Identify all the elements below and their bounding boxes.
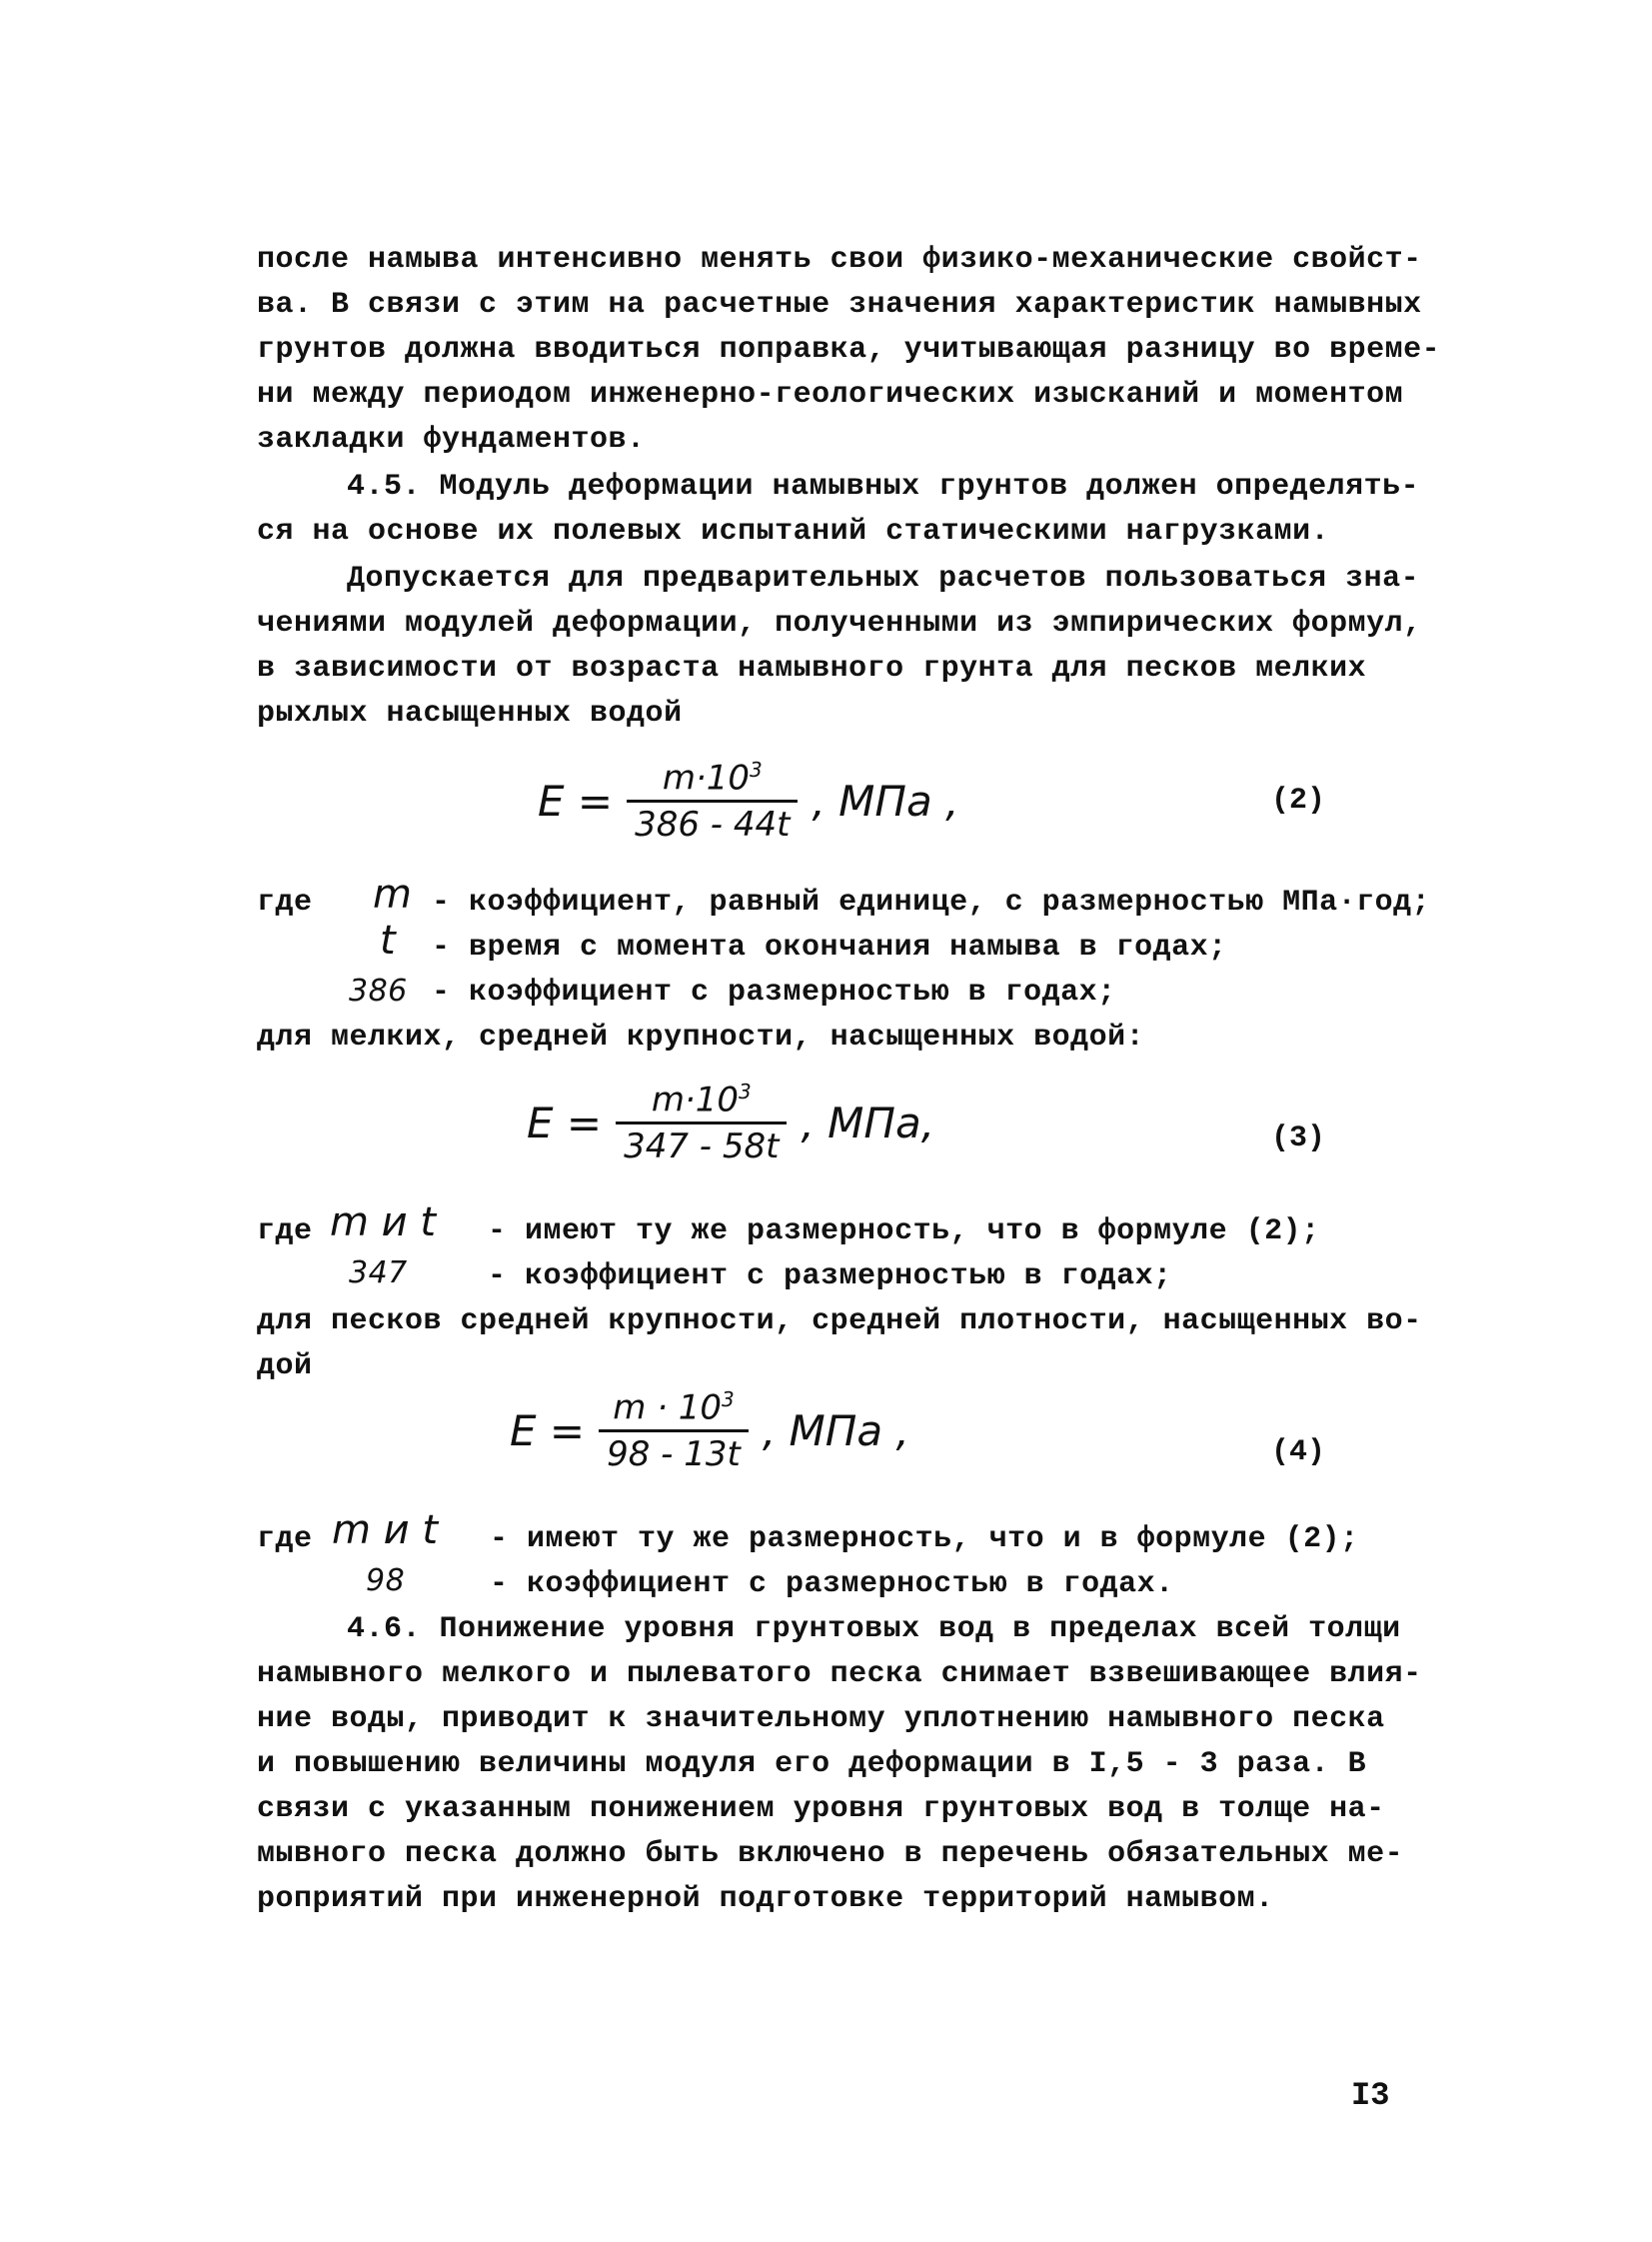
fraction bbox=[599, 1387, 749, 1474]
formula-lhs: E = bbox=[538, 777, 614, 827]
text-line: и повышению величины модуля его деформации в I,5 - 3 раза. В bbox=[257, 1747, 1367, 1781]
text-line: рыхлых насыщенных водой bbox=[257, 697, 683, 731]
text-line: Допускается для предварительных расчетов пользоваться зна- bbox=[347, 562, 1420, 596]
coefficient-number: 98 bbox=[366, 1563, 406, 1598]
text-line: связи с указанным понижением уровня грунтовых вод в толще на- bbox=[257, 1792, 1385, 1826]
text-line: - коэффициент с размерностью в годах. bbox=[490, 1567, 1174, 1601]
formula-3 bbox=[527, 1080, 934, 1166]
formula-4 bbox=[510, 1387, 909, 1474]
page-number: I3 bbox=[1351, 2077, 1390, 2114]
equation-number: (3) bbox=[1271, 1121, 1326, 1155]
where-label: где bbox=[257, 886, 313, 920]
section-4-6-heading: 4.6. Понижение уровня грунтовых вод в пределах всей толщи bbox=[347, 1612, 1401, 1646]
denominator: 98 - 13t bbox=[599, 1429, 749, 1474]
text-line: чениями модулей деформации, полученными из эмпирических формул, bbox=[257, 607, 1422, 641]
text-line: ва. В связи с этим на расчетные значения характеристик намывных bbox=[257, 288, 1422, 322]
section-4-5-heading: 4.5. Модуль деформации намывных грунтов должен определять- bbox=[347, 470, 1420, 504]
numerator: $m \cdot 10^3$ bbox=[613, 1387, 735, 1428]
numerator: $m\cdot 10^3$ bbox=[662, 758, 763, 799]
text-line: ся на основе их полевых испытаний статическими нагрузками. bbox=[257, 515, 1330, 549]
text-line: грунтов должна вводиться поправка, учитывающая разницу во време- bbox=[257, 333, 1441, 367]
coefficient-number: 386 bbox=[349, 974, 408, 1009]
symbol-t: t bbox=[380, 918, 396, 964]
text-line: - коэффициент, равный единице, с размерностью МПа·год; bbox=[432, 886, 1431, 920]
text-line: - имеют ту же размерность, что в формуле (2); bbox=[488, 1214, 1320, 1248]
text-line: роприятий при инженерной подготовке территорий намывом. bbox=[257, 1882, 1274, 1916]
text-line: ние воды, приводит к значительному уплотнению намывного песка bbox=[257, 1702, 1385, 1736]
text-line: - время с момента окончания намыва в годах; bbox=[432, 931, 1227, 965]
formula-lhs: E = bbox=[527, 1099, 603, 1148]
text-line: - имеют ту же размерность, что и в формуле (2); bbox=[490, 1522, 1359, 1556]
where-label: где bbox=[257, 1522, 313, 1556]
text-line: дой bbox=[257, 1349, 313, 1383]
text-line: для песков средней крупности, средней плотности, насыщенных во- bbox=[257, 1304, 1422, 1338]
text-line: для мелких, средней крупности, насыщенных водой: bbox=[257, 1021, 1145, 1055]
formula-2 bbox=[538, 758, 958, 845]
text-line: - коэффициент с размерностью в годах; bbox=[488, 1259, 1172, 1293]
coefficient-number: 347 bbox=[349, 1255, 408, 1290]
formula-unit: , МПа , bbox=[762, 1406, 909, 1456]
text-line: после намыва интенсивно менять свои физико-механические свойст- bbox=[257, 243, 1422, 277]
equation-number: (4) bbox=[1271, 1435, 1326, 1469]
formula-unit: , МПа, bbox=[801, 1099, 935, 1148]
fraction bbox=[627, 758, 798, 845]
text-line: в зависимости от возраста намывного грунта для песков мелких bbox=[257, 652, 1367, 686]
text-line: мывного песка должно быть включено в перечень обязательных ме- bbox=[257, 1837, 1404, 1871]
text-line: закладки фундаментов. bbox=[257, 423, 646, 457]
formula-lhs: E = bbox=[510, 1406, 586, 1456]
numerator: $m\cdot 10^3$ bbox=[651, 1080, 752, 1121]
text-line: намывного мелкого и пылеватого песка снимает взвешивающее влия- bbox=[257, 1657, 1422, 1691]
text-line: ни между периодом инженерно-геологических изысканий и моментом bbox=[257, 378, 1404, 412]
equation-number: (2) bbox=[1271, 784, 1326, 818]
symbol-m: m bbox=[373, 872, 412, 918]
formula-unit: , МПа , bbox=[812, 777, 959, 827]
where-label: где bbox=[257, 1214, 313, 1248]
symbol-m-and-t: m и t bbox=[330, 1199, 437, 1245]
symbol-m-and-t: m и t bbox=[332, 1507, 439, 1553]
denominator: 386 - 44t bbox=[627, 800, 798, 845]
text-line: - коэффициент с размерностью в годах; bbox=[432, 976, 1116, 1010]
denominator: 347 - 58t bbox=[616, 1121, 787, 1166]
fraction bbox=[616, 1080, 787, 1166]
